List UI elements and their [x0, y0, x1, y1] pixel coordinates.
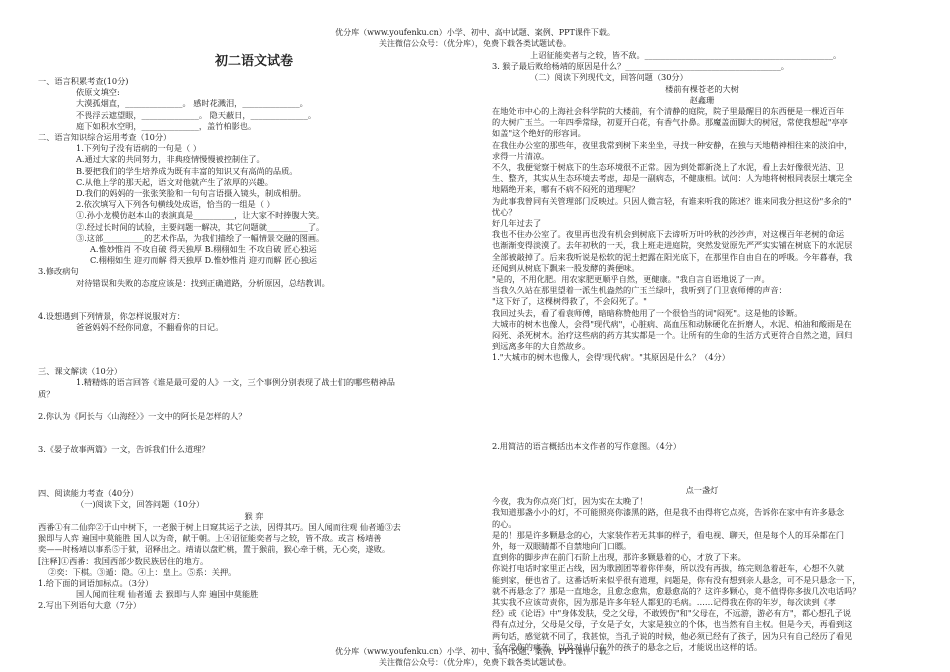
passage-line: 地隔绝开来，哪有不病不闷死的道理呢？ — [492, 184, 640, 195]
fill-blank-line: 不畏浮云遮望眼，______________。 隐天蔽日，______________。 — [76, 109, 317, 120]
question: 1."大城市的树木也像人，会得'现代病'。"其原因是什么？（4分） — [492, 352, 730, 363]
passage-line: 是的！那是许多颗悬念的心，大家装作若无其事的样子，看电视、聊天，但是每个人的耳朵都在门 — [492, 529, 845, 540]
sentence: ②.经过长时间的试验，主要问题一解决，其它问题就__________了。 — [76, 221, 325, 232]
instruction: 依原文填空: — [76, 87, 120, 98]
passage-line: 我知道那盏小小的灯，不可能照亮你漆黑的路，但是我不由得将它点亮，告诉你在家中有许多悬念 — [492, 507, 845, 518]
passage-line: 为此事我曾同有关管理部门反映过。只因人微言轻，有谁来听我的陈述？谁来同我分担这份"多余的" — [492, 195, 852, 206]
sentence: ①.孙小龙模仿赵本山的表演真是__________，让大家不时捧腹大笑。 — [76, 210, 325, 221]
question: 2.依次填写入下列各句横线处成语，恰当的一组是（ ） — [76, 199, 275, 210]
passage-line: "是的，不用化肥。用农家肥更顺乎自然，更健康。"我自言自语地说了一声。 — [492, 274, 770, 285]
passage-line: 能到家，便也省了。这番话听来似乎很有道理，问题是，你有没有想到亲人悬念，可不是只悬念一下， — [492, 574, 861, 585]
question: 2.写出下列语句大意（7分） — [38, 600, 142, 611]
question: 2.你认为《阿长与〈山海经〉》一文中的阿长是怎样的人？ — [38, 410, 247, 421]
passage-line: 其实我不应该苛责你，因为那是许多年轻人都犯的毛病。……记得我在你的年岁，每次读到《孝 — [492, 596, 836, 607]
footer-line-1: 优分库（www.youfenku.cn）小学、初中、高中试题、案例、PPT课件下载。 — [335, 647, 615, 656]
section-heading: 二、语言知识综合运用考查（10分） — [38, 132, 172, 143]
passage-line: 生、整齐，其实从生态环境去考虑，却是一副病态，不健康相。试问：人为地将树根同表层土壤完全 — [492, 173, 853, 184]
passage-line: 得有点过分，父母是父母，子女是子女，大家是独立的个体，也当然有自主权。但是今天，再看到这 — [492, 619, 853, 630]
header-line-1: 优分库（www.youfenku.cn）小学、初中、高中试题、案例、PPT课件下载。 — [335, 28, 615, 37]
passage-line: 今夜，我为你点亮门灯，因为实在太晚了！ — [492, 496, 648, 507]
question: 1.下列句子没有语病的一句是（ ） — [76, 143, 202, 154]
question: 1.给下面的词语加标点。（3分） — [38, 577, 154, 588]
passage-line: 当我久久站在那里望着一派生机盎然的广玉兰绿叶，我听到了门卫袁师傅的声音： — [492, 285, 787, 296]
question: 3.《晏子故事两篇》一文，告诉我们什么道理？ — [38, 444, 210, 455]
passage-line: 也渐渐变得淡漠了。去年初秋的一天，我上班走进庭院，突然发觉原先严严实实铺在树底下的水泥层 — [492, 240, 853, 251]
passage-line: 在地处市中心的上海社会科学院的大楼前，有个清静的庭院，院子里最醒目的东西便是一棵近百年 — [492, 106, 845, 117]
header-line-2: 关注微信公众号：（优分库），免费下载各类试题试卷。 — [379, 39, 571, 48]
passage-line: 奕——时杨靖以事系⑤于狱，诏释出之。靖请以盘贮桃，置于猴前，猴心牵于桃，无心奕，遂败。 — [38, 544, 391, 555]
passage-title: 楼前有棵苍老的大树 — [665, 83, 739, 94]
note: ②奕：下棋。③遁：隐。④上：皇上。⑤系：关押。 — [48, 566, 237, 577]
page-footer — [0, 646, 950, 668]
passage-title: 点一盏灯 — [685, 484, 719, 495]
exam-title: 初二语文试卷 — [214, 54, 293, 69]
passage-line: 还闻到从树底下飘来一股发酵的粪便味。 — [492, 262, 640, 273]
question: 3. 猴子最后败给杨靖的原因是什么？______________________________________。 — [492, 61, 789, 72]
passage-line: 就不再悬念了？那是一直地念，且愈念愈焦，愈悬愈高的？这许多颗心，竟不值得你多拔几次电话吗？ — [492, 585, 861, 596]
question: 4.设想遇到下列情景，你怎样说服对方： — [38, 310, 185, 321]
passage-line: 忧心？ — [492, 206, 517, 217]
passage-line: 西番①有二仙弈②于山中树下，一老猴于树上日窥其运子之法，因得其巧。国人闻而往观 仙者遁③去 — [38, 521, 401, 532]
passage-line: 你说打电话时家里正占线，因为歌剧团等着你伴奏，所以没有再拔，练完则急着赶车，心想不久就 — [492, 563, 845, 574]
sentence: 爸爸妈妈不经你同意，不翻看你的日记。 — [76, 322, 224, 333]
option-row: A.惟妙惟肖 不攻自破 得天独厚 B.栩栩如生 不攻自破 匠心独运 — [90, 244, 317, 255]
passage-line: 在我住办公室的那些年，夜里我常到树下来坐坐，寻找一种安静，在独与天地精神相往来的淡泊中， — [492, 139, 853, 150]
sentence: ③.这部__________的艺术作品，为我们描绘了一幅情景交融的图画。 — [76, 232, 325, 243]
note: [注释]①西番：我国西部少数民族居住的地方。 — [38, 555, 209, 566]
question-cont: 质？ — [38, 388, 55, 399]
right-column — [492, 50, 912, 653]
passage-line: 子女受伤的痛苦，以及对出门在外的孩子的悬念之后，才能说出这样的话。 — [492, 641, 763, 652]
section-heading: 四、阅读能力考查（40分） — [38, 488, 139, 499]
question: 2.用简洁的语言概括出本文作者的写作意图。（4分） — [492, 440, 682, 451]
passage-line: 外，每一双眼睛都不自禁地向门口瞟。 — [492, 540, 632, 551]
passage-line: 全部被敲掉了。后来我听说是松软的泥土把露在阳光底下，在那里作自由自在的呼吸。今年暮春，我 — [492, 251, 853, 262]
passage-line: 的心。 — [492, 518, 517, 529]
passage-line: "这下好了，这棵树得救了，不会闷死了。" — [492, 296, 647, 307]
passage-line: 我也不住办公室了。夜里再也没有机会到树底下去谛听万叶吟秋的沙沙声，对这棵百年老树的命运 — [492, 229, 845, 240]
left-column — [38, 50, 470, 612]
option: C.从他上学的那天起，语文对他就产生了浓厚的兴趣。 — [76, 176, 273, 187]
sentence: 对待错误和失败的态度应该是：找到正确道路，分析原因，总结教训。 — [76, 277, 330, 288]
sentence: 国人闻而往观 仙者遁 去 猴即与人弈 遍国中莫能胜 — [76, 589, 259, 600]
passage-line: 不久，我便觉察于树底下的生态环境很不正常。因为到处都新浇上了水泥，看上去好像很光洁、卫 — [492, 162, 845, 173]
passage-line: 闷死、杀死树木。治疗这些病的药方其实都是一个。让所有的生命的生活方式更符合自然之道，回归 — [492, 330, 853, 341]
passage-line: 猴即与人弈 遍国中莫能胜 国人以为奇，献于朝。上④诏征能奕者与之较，皆不敌。或言 杨靖善 — [38, 533, 382, 544]
option: B.要把我们的学生培养成为既有丰富的知识又有高尚的品质。 — [76, 165, 298, 176]
passage-line: 我回过头去，看了看袁师傅，暗暗称赞他用了一个很恰当的词"闷死"。这是他的诊断。 — [492, 307, 803, 318]
passage-author: 赵鑫珊 — [689, 94, 715, 105]
section-heading: 一、语言积累考查(10分) — [38, 76, 129, 86]
passage-line: 大城市的树木也像人，会得"现代病"，心脏病、高血压和动脉硬化在折磨人，水泥、柏油和酸雨是在 — [492, 318, 852, 329]
answer-line: 上诏征能奕者与之较，皆不敌。______________________________________________。 — [530, 50, 842, 60]
passage-line: 好几年过去了 — [492, 218, 542, 229]
subsection-heading: （一)阅读下文，回答问题（10分） — [76, 499, 205, 510]
fill-blank-line: 庭下如积水空明，______________，盖竹柏影也。 — [76, 120, 257, 131]
passage-line: 直到你的脚步声在前门石阶上出现，那许多颗悬着的心，才放了下来。 — [492, 552, 746, 563]
passage-line: 的大树广玉兰。一年四季常绿，初夏开白花，有香气扑鼻。那魔盖面脚大的树冠，常使我想起"亭亭 — [492, 117, 848, 128]
option: A.通过大家的共同努力，非典疫情慢慢被控制住了。 — [76, 154, 265, 165]
option-row: C.栩栩如生 迎刃而解 得天独厚 D.惟妙惟肖 迎刃而解 匠心独运 — [90, 255, 317, 266]
passage-line: 求得一片清凉。 — [492, 150, 550, 161]
passage-line: 经》或《论语》中"身体发肤，受之父母，不敢毁伤"和"父母在，不远游，游必有方"，都心想孔子说 — [492, 608, 851, 619]
passage-line: 如盖"这个绝好的形容词。 — [492, 128, 586, 139]
section-heading: 三、课文解读（10分） — [38, 366, 123, 377]
page-header — [0, 27, 950, 49]
fill-blank-line: 大漠孤烟直，______________。 感时花溅泪，______________。 — [76, 98, 308, 109]
question: 3.修改病句 — [38, 266, 79, 277]
question: 1.精精炼的语言回答《谁是最可爱的人》一文，三个事例分别表现了战士们的哪些精神品 — [76, 377, 395, 388]
passage-line: 两句话，感觉就不同了，我甚惊，当孔子说的时候，他必须已经有了孩子，因为只有自己经历了看见 — [492, 630, 853, 641]
passage-line: 到远离多年的大自然故乡。 — [492, 341, 591, 352]
subsection-heading: （二）阅读下列现代文，回答问题（30分） — [530, 72, 688, 83]
option: D.我们的妈妈的一张张笑脸和一句句言语摄入镜头，制成相册。 — [76, 188, 306, 199]
passage-title: 猴 弈 — [244, 510, 264, 521]
footer-line-2: 关注微信公众号：（优分库），免费下载各类试题试卷。 — [379, 658, 571, 667]
